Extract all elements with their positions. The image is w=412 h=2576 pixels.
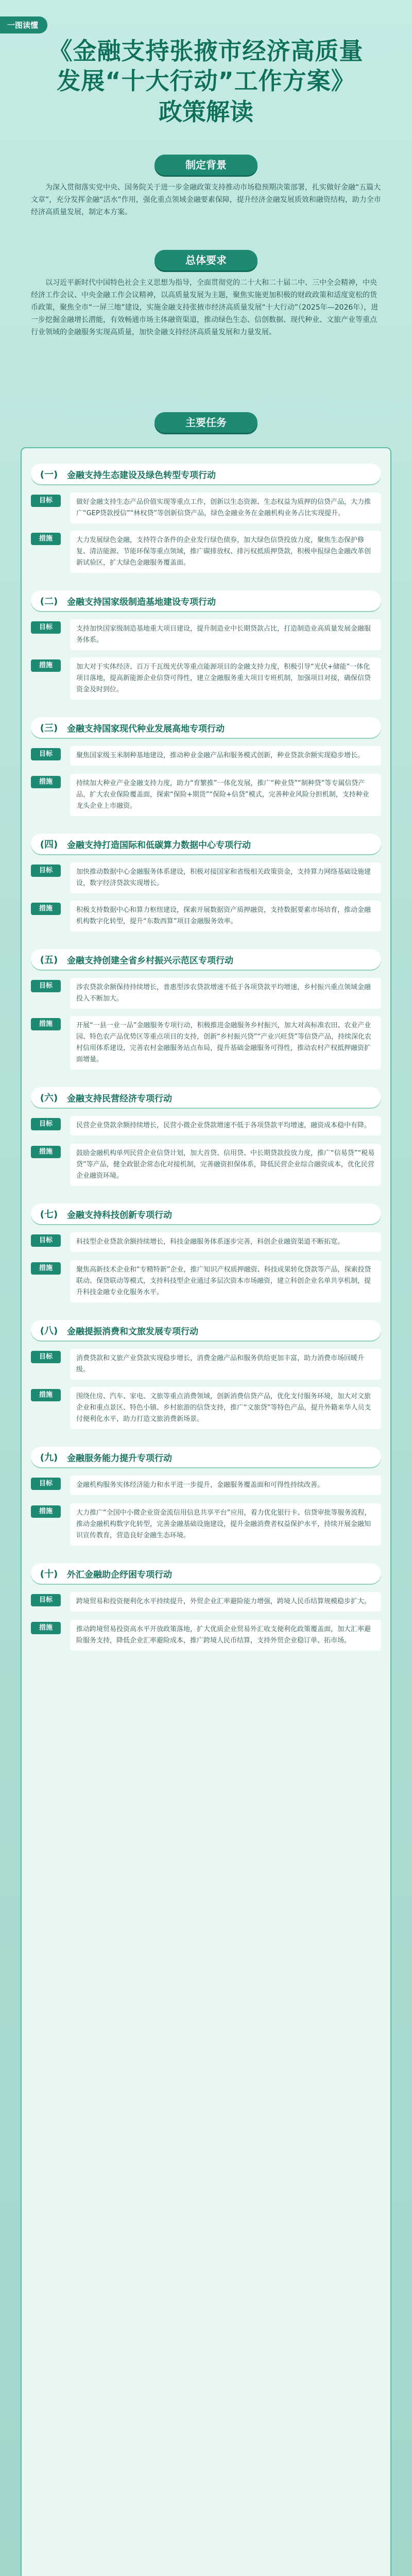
section-heading-tasks: 主要任务 [154, 412, 258, 433]
item-label-badge: 目标 [31, 621, 61, 634]
item-label-badge: 目标 [31, 1478, 61, 1490]
item-label-badge: 措施 [31, 1146, 61, 1158]
action-item [31, 657, 381, 700]
action-heading-8 [31, 1320, 381, 1341]
item-text: 金融机构服务实体经济能力和水平进一步提升，金融服务覆盖面和可得性持续改善。 [70, 1476, 381, 1495]
item-text: 民营企业贷款余额持续增长，民营小微企业贷款增速不低于各项贷款平均增速，融资成本稳中有降。 [70, 1116, 381, 1136]
action-title: 金融支持国家级制造基地建设专项行动 [67, 597, 216, 607]
action-title: 金融支持民营经济专项行动 [67, 1093, 172, 1104]
action-title: 金融支持创建全省乡村振兴示范区专项行动 [67, 955, 233, 966]
action-item [31, 746, 381, 766]
item-text: 开展“一县一业一品”金融服务专项行动，积极推进金融服务乡村振兴，加大对高标准农田、农业产业园、特色农产品优势区等重点项目的支持，创新“乡村振兴贷”“产业兴旺贷”等信贷产品，持续深化农村信用体系建设，完善农村金融服务站点布局，提升基础金融服务可得性，推动农村产权抵押融资扩面增量。 [70, 1016, 381, 1070]
title-line-3: 政策解读 [159, 98, 253, 126]
item-label-badge: 措施 [31, 1622, 61, 1634]
action-number: (七) [40, 1209, 58, 1220]
action-title: 金融服务能力提升专项行动 [67, 1453, 172, 1464]
item-label-badge: 措施 [31, 1018, 61, 1030]
item-text: 做好金融支持生态产品价值实现等重点工作，创新以生态资源、生态权益为质押的信贷产品，大力推广“GEP贷款授信”“林权贷”等创新信贷产品，绿色金融业务在金融机构业务占比实现提升。 [70, 493, 381, 523]
action-heading-7 [31, 1204, 381, 1224]
action-number: (十) [40, 1569, 58, 1580]
overall-text: 以习近平新时代中国特色社会主义思想为指导，全面贯彻党的二十大和二十届二中、三中全会精神，中央经济工作会议、中央金融工作会议精神，以高质量发展为主题，聚焦实施更加积极的财政政策和适度宽松的货币政策，聚焦全市“一屏三地”建设，实施金融支持张掖市经济高质量发展“十大行动”（2025年—2026年），进一步挖掘金融增长潜能，有效畅通市场主体融资渠道，推动绿色生态、信创数据、现代种业、文旅产业等重点行业领域的金融服务实现高质量，加快金融支持经济高质量发展和力量发展。 [31, 279, 379, 336]
item-text: 聚焦国家级玉米制种基地建设，推动种业金融产品和服务模式创新，种业贷款余额实现稳步增长。 [70, 746, 381, 766]
item-text: 消费贷款和文旅产业贷款实现稳步增长，消费金融产品和服务供给更加丰富，助力消费市场回暖升级。 [70, 1349, 381, 1380]
action-heading-10 [31, 1563, 381, 1584]
action-title: 金融支持生态建设及绿色转型专项行动 [67, 470, 216, 481]
action-item [31, 1116, 381, 1136]
action-item [31, 1349, 381, 1380]
action-title: 金融支持打造国际和低碳算力数据中心专项行动 [67, 840, 251, 851]
action-item [31, 862, 381, 893]
item-text: 加快推动数据中心金融服务体系建设，积极对接国家和省级相关政策资金，支持算力网络基础设施建设，数字经济贷款实现增长。 [70, 862, 381, 893]
action-item [31, 1016, 381, 1070]
item-label-badge: 目标 [31, 980, 61, 992]
item-label-badge: 措施 [31, 776, 61, 788]
action-heading-6 [31, 1087, 381, 1108]
action-item [31, 978, 381, 1009]
action-title: 金融提振消费和文旅发展专项行动 [67, 1326, 198, 1337]
item-label-badge: 目标 [31, 1118, 61, 1130]
item-text: 跨境贸易和投资便利化水平持续提升，外贸企业汇率避险能力增强，跨境人民币结算规模稳步扩大。 [70, 1592, 381, 1612]
item-label-badge: 措施 [31, 533, 61, 545]
action-item [31, 531, 381, 573]
item-label-badge: 目标 [31, 1234, 61, 1247]
item-text: 大力发展绿色金融，支持符合条件的企业发行绿色债券，加大绿色信贷投放力度，聚焦生态保护修复、清洁能源、节能环保等重点领域，推广碳排放权、排污权抵质押贷款，积极申报绿色金融改革创新试验区，扩大绿色金融服务覆盖面。 [70, 531, 381, 573]
action-heading-1 [31, 464, 381, 484]
item-label-badge: 措施 [31, 1505, 61, 1518]
action-item [31, 1592, 381, 1612]
action-title: 金融支持国家现代种业发展高地专项行动 [67, 723, 225, 734]
item-label-badge: 目标 [31, 495, 61, 507]
action-item [31, 493, 381, 523]
action-item [31, 774, 381, 816]
action-item [31, 1144, 381, 1186]
action-heading-2 [31, 590, 381, 611]
item-label-badge: 措施 [31, 659, 61, 672]
item-label-badge: 目标 [31, 1594, 61, 1606]
item-label-badge: 措施 [31, 903, 61, 915]
action-heading-4 [31, 834, 381, 854]
action-item [31, 1620, 381, 1651]
action-number: (四) [40, 839, 58, 850]
item-text: 科技型企业贷款余额持续增长，科技金融服务体系逐步完善，科创企业融资渠道不断拓宽。 [70, 1232, 381, 1252]
item-text: 积极支持数据中心和算力枢纽建设，探索开展数据资产质押融资，支持数据要素市场培育，推动金融机构数字化转型，提升“东数西算”项目金融服务效率。 [70, 901, 381, 931]
action-number: (八) [40, 1326, 58, 1336]
action-heading-5 [31, 949, 381, 970]
item-label-badge: 目标 [31, 1351, 61, 1363]
action-heading-3 [31, 717, 381, 738]
action-item [31, 1232, 381, 1252]
title-line-1: 《金融支持张掖市经济高质量 [48, 37, 364, 65]
item-text: 涉农贷款余额保持持续增长，普惠型涉农贷款增速不低于各项贷款平均增速，乡村振兴重点领域金融投入不断加大。 [70, 978, 381, 1009]
action-item [31, 1503, 381, 1546]
action-item [31, 1476, 381, 1495]
action-item [31, 1387, 381, 1429]
action-number: (六) [40, 1093, 58, 1104]
action-item [31, 901, 381, 931]
item-text: 支持加快国家级制造基地重大项目建设，提升制造业中长期贷款占比，打造制造业高质量发展金融服务体系。 [70, 619, 381, 650]
item-label-badge: 措施 [31, 1389, 61, 1401]
action-number: (九) [40, 1452, 58, 1463]
background-text: 为深入贯彻落实党中央、国务院关于进一步金融政策支持推动市场稳预期决策部署，扎实做好金融“五篇大文章”，充分发挥金融“活水”作用，强化重点领域金融要素保障，提升经济金融发展质效和融资结构，助力全市经济高质量发展，制定本方案。 [31, 183, 381, 216]
action-title: 金融支持科技创新专项行动 [67, 1210, 172, 1221]
article-tag: 一图读懂 [0, 16, 47, 33]
item-text: 聚焦高新技术企业和“专精特新”企业，推广知识产权质押融资、科技成果转化贷款等产品，探索投贷联动、保贷联动等模式，支持科技型企业通过多层次资本市场融资，建立科创企业名单共享机制，提升科技金融专业化服务水平。 [70, 1260, 381, 1302]
action-number: (一) [40, 469, 58, 480]
item-label-badge: 目标 [31, 865, 61, 877]
item-text: 持续加大种业产业金融支持力度，助力“育繁推”一体化发展，推广“种业贷”“制种贷”等专属信贷产品，扩大农业保险覆盖面，探索“保险+期货”“保险+信贷”模式，完善种业风险分担机制，支持种业龙头企业上市融资。 [70, 774, 381, 816]
action-number: (三) [40, 723, 58, 734]
title-line-2: 发展“十大行动”工作方案》 [57, 67, 355, 95]
action-number: (二) [40, 596, 58, 607]
item-label-badge: 目标 [31, 748, 61, 760]
item-label-badge: 措施 [31, 1262, 61, 1275]
item-text: 加大对于实体经济、百万千瓦级光伏等重点能源项目的金融支持力度，积极引导“光伏+储能”一体化项目落地，提高新能源企业信贷可得性，建立金融服务重大项目专班机制，加强项目对接，确保信贷资金及时到位。 [70, 657, 381, 700]
item-text: 大力推广“全国中小微企业资金流信用信息共享平台”应用，着力优化银行卡、信贷审批等服务流程，推动金融机构数字化转型，完善金融基础设施建设，提升金融消费者权益保护水平，持续开展金融知识宣传教育，营造良好金融生态环境。 [70, 1503, 381, 1546]
item-text: 围绕住房、汽车、家电、文旅等重点消费领域，创新消费信贷产品，优化支付服务环境，加大对文旅企业和重点景区、特色小镇、乡村旅游的信贷支持，推广“文旅贷”等特色产品，提升外籍来华人员支付便利化水平，助力打造文旅消费新场景。 [70, 1387, 381, 1429]
section-heading-background: 制定背景 [154, 155, 258, 175]
action-item [31, 619, 381, 650]
action-number: (五) [40, 955, 58, 965]
section-heading-overall: 总体要求 [154, 250, 258, 270]
item-text: 推动跨境贸易投资高水平开放政策落地，扩大优质企业贸易外汇收支便利化政策覆盖面，加大汇率避险服务支持，降低企业汇率避险成本，推广跨境人民币结算，支持外贸企业稳订单、拓市场。 [70, 1620, 381, 1651]
action-heading-9 [31, 1447, 381, 1467]
item-text: 鼓励金融机构单列民营企业信贷计划，加大首贷、信用贷、中长期贷款投放力度，推广“信易贷”“税易贷”等产品，健全政银企常态化对接机制，完善融资担保体系，降低民营企业综合融资成本，优化民营企业融资环境。 [70, 1144, 381, 1186]
action-item [31, 1260, 381, 1302]
action-title: 外汇金融助企纾困专项行动 [67, 1569, 172, 1580]
hero-title [0, 36, 412, 127]
